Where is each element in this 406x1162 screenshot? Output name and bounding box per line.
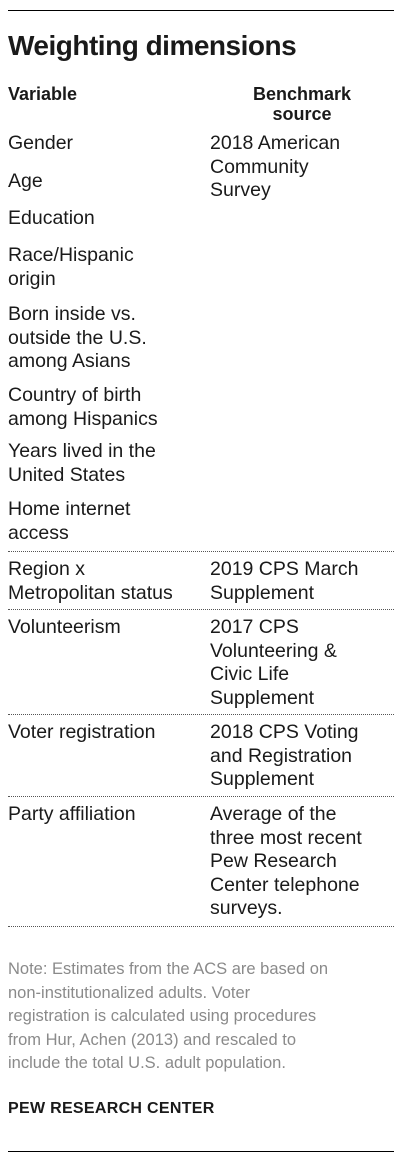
variable-voter-registration: Voter registration [8, 721, 156, 743]
variable-education: Education [8, 207, 95, 229]
header-variable: Variable [8, 84, 78, 104]
source-pew-surveys: Average of the three most recent Pew Research Center telephone surveys. [210, 803, 362, 919]
page-title: Weighting dimensions [8, 30, 297, 61]
variable-region-metro: Region x Metropolitan status [8, 558, 173, 604]
header-benchmark-source [210, 84, 394, 124]
row-divider [8, 609, 394, 610]
bottom-rule [8, 1151, 394, 1152]
variable-gender: Gender [8, 132, 74, 154]
row-divider [8, 714, 394, 715]
variable-volunteerism: Volunteerism [8, 616, 121, 638]
footnote-line: from Hur, Achen (2013) and rescaled to [8, 1030, 296, 1049]
footnote-line: non-institutionalized adults. Voter [8, 983, 251, 1002]
header-source-line: Benchmark [252, 84, 352, 104]
variable-years-lived: Years lived in the United States [8, 440, 156, 486]
row-divider [8, 926, 394, 927]
variable-age: Age [8, 170, 43, 192]
footnote [8, 958, 394, 1076]
source-cps-voting: 2018 CPS Voting and Registration Supplement [210, 721, 359, 790]
variable-born-inside-outside: Born inside vs. outside the U.S. among Asians [8, 303, 147, 372]
source-credit: PEW RESEARCH CENTER [8, 1100, 215, 1117]
row-divider [8, 796, 394, 797]
footnote-line: Note: Estimates from the ACS are based on [8, 960, 329, 978]
source-acs: 2018 American Community Survey [210, 132, 341, 201]
variable-party-affiliation: Party affiliation [8, 803, 136, 825]
variable-country-of-birth: Country of birth among Hispanics [8, 384, 158, 430]
footnote-line: registration is calculated using procedures [8, 1007, 317, 1025]
source-cps-march: 2019 CPS March Supplement [210, 558, 359, 604]
footnote-line: include the total U.S. adult population. [8, 1054, 286, 1072]
variable-home-internet: Home internet access [8, 498, 131, 544]
top-rule [8, 10, 394, 11]
row-divider [8, 551, 394, 552]
source-cps-volunteering: 2017 CPS Volunteering & Civic Life Supplement [210, 616, 337, 709]
variable-race-hispanic-origin: Race/Hispanic origin [8, 244, 134, 290]
header-source-line: source [272, 104, 332, 124]
